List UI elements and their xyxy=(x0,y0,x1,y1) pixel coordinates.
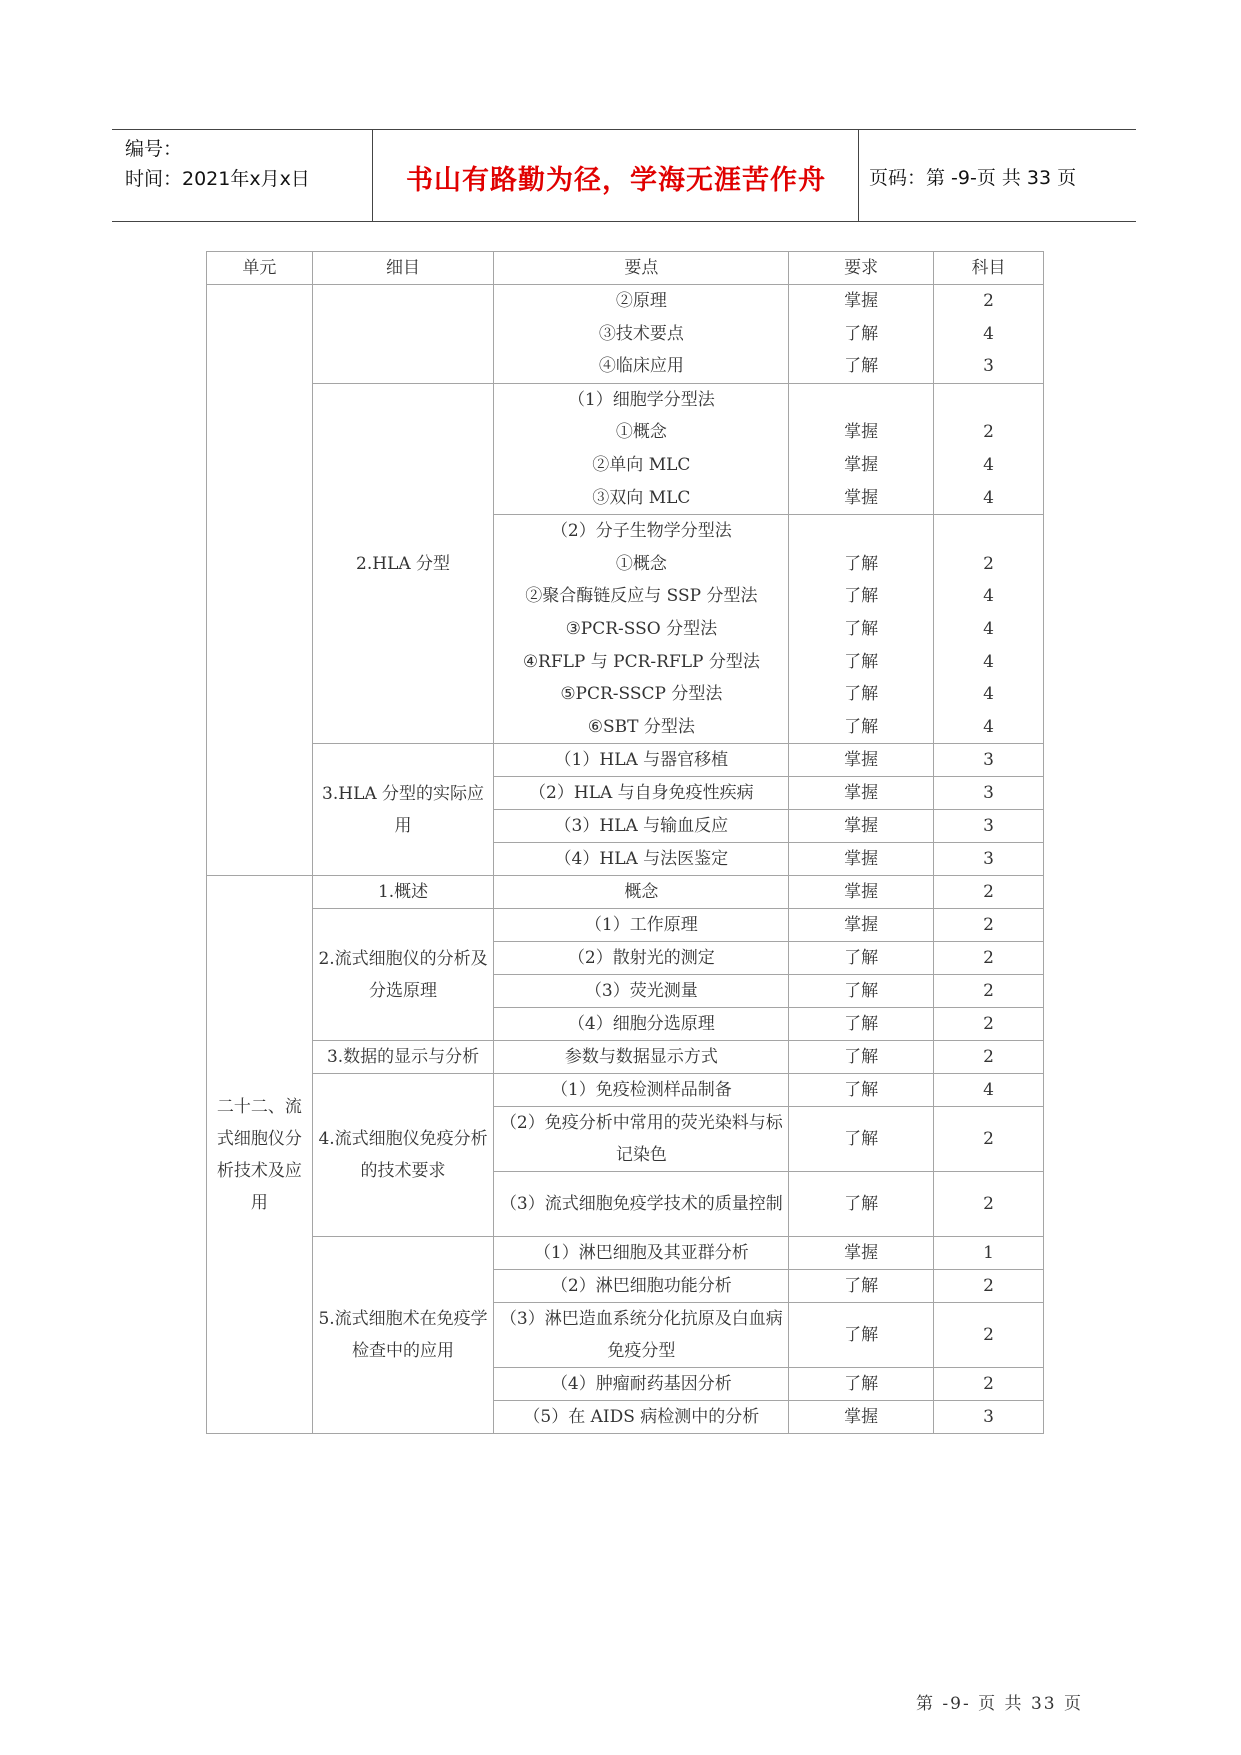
key-point: ⑤PCR-SSCP 分型法 xyxy=(560,684,723,705)
subject-value: 2 xyxy=(934,1368,1044,1401)
table-row xyxy=(207,1237,1044,1270)
subitem-cell: 5.流式细胞术在免疫学检查中的应用 xyxy=(312,1237,494,1434)
subject-cell xyxy=(934,515,1044,744)
requirement: 了解 xyxy=(844,716,879,737)
unit-cell: 二十二、流式细胞仪分析技术及应用 xyxy=(207,876,313,1434)
key-point: ①概念 xyxy=(615,553,667,574)
table-row xyxy=(207,876,1044,909)
subject-value: 2 xyxy=(934,1303,1044,1368)
requirement: 了解 xyxy=(789,975,934,1008)
subitem-cell: 4.流式细胞仪免疫分析的技术要求 xyxy=(312,1074,494,1237)
requirement: 掌握 xyxy=(789,744,934,777)
key-point: （4）肿瘤耐药基因分析 xyxy=(494,1368,789,1401)
subject-value: 2 xyxy=(983,291,994,311)
page-header xyxy=(112,129,1136,222)
key-point: （1）工作原理 xyxy=(494,909,789,942)
requirement: 了解 xyxy=(789,1107,934,1172)
subject-value: 3 xyxy=(934,843,1044,876)
key-point: ④RFLP 与 PCR-RFLP 分型法 xyxy=(522,651,760,672)
subject-value: 4 xyxy=(983,323,994,344)
subject-value: 3 xyxy=(934,810,1044,843)
requirement: 掌握 xyxy=(789,909,934,942)
requirement xyxy=(789,515,933,548)
table-header-row xyxy=(207,252,1044,285)
subject-value: 1 xyxy=(934,1237,1044,1270)
points-cell xyxy=(494,285,789,384)
requirement: 了解 xyxy=(844,356,879,377)
key-point: ③技术要点 xyxy=(598,323,684,344)
key-point: （1）免疫检测样品制备 xyxy=(494,1074,789,1107)
table-row xyxy=(207,1041,1044,1074)
requirement: 掌握 xyxy=(844,487,879,508)
key-point: （1）淋巴细胞及其亚群分析 xyxy=(494,1237,789,1270)
key-point: （2）免疫分析中常用的荧光染料与标记染色 xyxy=(494,1107,789,1172)
subject-value xyxy=(934,515,1043,548)
subitem-cell: 3.HLA 分型的实际应用 xyxy=(312,744,494,876)
subject-value: 4 xyxy=(983,651,994,672)
subject-value: 3 xyxy=(983,356,994,377)
key-point: （4）HLA 与法医鉴定 xyxy=(494,843,789,876)
key-point: （5）在 AIDS 病检测中的分析 xyxy=(494,1401,789,1434)
requirement: 了解 xyxy=(789,1041,934,1074)
subject-value: 2 xyxy=(934,1107,1044,1172)
subitem-cell: 2.流式细胞仪的分析及分选原理 xyxy=(312,909,494,1041)
requirement: 掌握 xyxy=(789,876,934,909)
subject-value: 3 xyxy=(934,777,1044,810)
requirement: 掌握 xyxy=(844,454,879,475)
key-point: ④临床应用 xyxy=(598,356,684,377)
key-point: （3）HLA 与输血反应 xyxy=(494,810,789,843)
key-point: （4）细胞分选原理 xyxy=(494,1008,789,1041)
table-row xyxy=(207,1074,1044,1107)
requirement: 了解 xyxy=(789,1074,934,1107)
subject-cell xyxy=(934,383,1044,514)
key-point: 概念 xyxy=(494,876,789,909)
key-point: ③PCR-SSO 分型法 xyxy=(565,618,718,639)
column-header-requirement: 要求 xyxy=(789,252,934,285)
header-divider xyxy=(858,130,859,221)
subject-value: 4 xyxy=(983,586,994,607)
requirement: 了解 xyxy=(844,323,879,344)
subject-value: 2 xyxy=(934,1172,1044,1237)
requirement: 掌握 xyxy=(789,810,934,843)
requirement-cell xyxy=(789,515,934,744)
subject-value: 2 xyxy=(934,909,1044,942)
header-motto: 书山有路勤为径，学海无涯苦作舟 xyxy=(406,165,826,196)
requirement: 了解 xyxy=(844,586,879,607)
requirement: 了解 xyxy=(844,553,879,574)
date-label: 时间：2021年x月x日 xyxy=(125,168,310,190)
column-header-subitem: 细目 xyxy=(312,252,494,285)
table-row xyxy=(207,909,1044,942)
key-point: （3）流式细胞免疫学技术的质量控制 xyxy=(494,1172,789,1237)
subject-value: 4 xyxy=(983,684,994,705)
points-cell xyxy=(494,515,789,744)
key-point: ②原理 xyxy=(615,291,667,311)
key-point: 参数与数据显示方式 xyxy=(494,1041,789,1074)
header-divider xyxy=(372,130,373,221)
subitem-cell: 2.HLA 分型 xyxy=(312,383,494,744)
subject-value: 2 xyxy=(934,1041,1044,1074)
subject-value: 2 xyxy=(934,975,1044,1008)
key-point: （3）荧光测量 xyxy=(494,975,789,1008)
serial-number-label: 编号： xyxy=(125,138,183,160)
subject-value: 2 xyxy=(983,553,994,574)
header-meta xyxy=(125,134,365,194)
subject-value: 2 xyxy=(934,942,1044,975)
key-point: ①概念 xyxy=(615,422,667,443)
subject-value: 4 xyxy=(983,716,994,737)
key-point: ③双向 MLC xyxy=(592,487,691,508)
table-row xyxy=(207,383,1044,514)
table-row xyxy=(207,285,1044,384)
subitem-cell: 3.数据的显示与分析 xyxy=(312,1041,494,1074)
key-point: （3）淋巴造血系统分化抗原及白血病免疫分型 xyxy=(494,1303,789,1368)
requirement: 了解 xyxy=(844,618,879,639)
key-point: ②聚合酶链反应与 SSP 分型法 xyxy=(525,586,758,607)
key-point: ②单向 MLC xyxy=(592,454,691,475)
key-point: ⑥SBT 分型法 xyxy=(587,716,695,737)
subject-value: 4 xyxy=(934,1074,1044,1107)
header-page-info: 页码：第 -9-页 共 33 页 xyxy=(869,167,1077,189)
requirement: 了解 xyxy=(789,1303,934,1368)
column-header-unit: 单元 xyxy=(207,252,313,285)
table-row xyxy=(207,744,1044,777)
requirement: 掌握 xyxy=(789,777,934,810)
syllabus-table xyxy=(206,251,1044,1434)
requirement: 了解 xyxy=(789,1172,934,1237)
subject-value: 3 xyxy=(934,1401,1044,1434)
requirement-cell xyxy=(789,383,934,514)
subject-value: 2 xyxy=(934,876,1044,909)
requirement: 了解 xyxy=(789,942,934,975)
requirement: 掌握 xyxy=(789,843,934,876)
requirement: 了解 xyxy=(844,684,879,705)
requirement: 了解 xyxy=(789,1008,934,1041)
subject-value xyxy=(934,384,1043,417)
requirement xyxy=(789,384,933,417)
requirement: 了解 xyxy=(844,651,879,672)
unit-cell-continued xyxy=(207,285,313,876)
key-point: （2）HLA 与自身免疫性疾病 xyxy=(494,777,789,810)
subitem-cell: 1.概述 xyxy=(312,876,494,909)
key-point: （2）淋巴细胞功能分析 xyxy=(494,1270,789,1303)
key-point: （2）散射光的测定 xyxy=(494,942,789,975)
requirement: 掌握 xyxy=(844,291,879,311)
page-footer: 第 -9- 页 共 33 页 xyxy=(916,1694,1083,1714)
requirement: 掌握 xyxy=(789,1237,934,1270)
subject-value: 4 xyxy=(983,487,994,508)
requirement: 掌握 xyxy=(789,1401,934,1434)
subject-value: 2 xyxy=(934,1008,1044,1041)
column-header-subject: 科目 xyxy=(934,252,1044,285)
subitem-cell-continued xyxy=(312,285,494,384)
subject-value: 2 xyxy=(983,422,994,443)
requirement-cell xyxy=(789,285,934,384)
subject-cell xyxy=(934,285,1044,384)
column-header-key-point: 要点 xyxy=(494,252,789,285)
subject-value: 2 xyxy=(934,1270,1044,1303)
subject-value: 4 xyxy=(983,454,994,475)
key-point: （1）HLA 与器官移植 xyxy=(494,744,789,777)
key-point: （2）分子生物学分型法 xyxy=(550,521,732,542)
requirement: 了解 xyxy=(789,1270,934,1303)
subject-value: 4 xyxy=(983,618,994,639)
subject-value: 3 xyxy=(934,744,1044,777)
requirement: 了解 xyxy=(789,1368,934,1401)
key-point: （1）细胞学分型法 xyxy=(567,389,715,410)
requirement: 掌握 xyxy=(844,422,879,443)
points-cell xyxy=(494,383,789,514)
